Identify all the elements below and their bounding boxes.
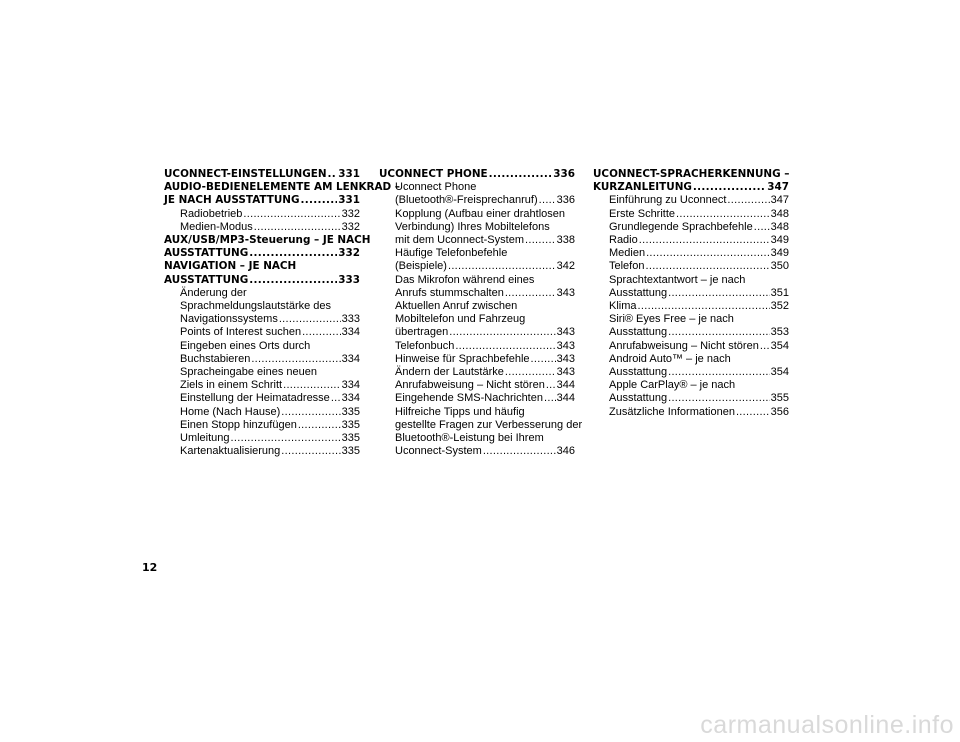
toc-entry-title: (Beispiele) bbox=[395, 260, 447, 273]
toc-entry-page: 350 bbox=[770, 260, 789, 273]
toc-entry[interactable] bbox=[593, 194, 789, 207]
toc-entry-title: Zusätzliche Informationen bbox=[609, 405, 735, 418]
toc-entry[interactable] bbox=[593, 392, 789, 405]
toc-entry-title: Anrufabweisung – Nicht stören bbox=[609, 339, 759, 352]
toc-entry-title: AUSSTATTUNG bbox=[164, 247, 249, 260]
toc-entry[interactable] bbox=[164, 379, 360, 392]
toc-entry-title: Telefon bbox=[609, 260, 645, 273]
toc-entry[interactable] bbox=[379, 340, 575, 353]
toc-entry-title[interactable]: Das Mikrofon während eines bbox=[395, 273, 535, 286]
toc-entry[interactable] bbox=[379, 287, 575, 300]
toc-entry-title: (Bluetooth®-Freisprechanruf) bbox=[395, 194, 538, 207]
toc-entry-title[interactable]: Sprachtextantwort – je nach bbox=[609, 273, 746, 286]
toc-entry[interactable] bbox=[593, 300, 789, 313]
toc-entry-page: 349 bbox=[770, 234, 789, 247]
toc-entry-page: 354 bbox=[770, 339, 789, 352]
toc-entry-title[interactable]: Siri® Eyes Free – je nach bbox=[609, 313, 734, 326]
toc-entry[interactable] bbox=[593, 247, 789, 260]
toc-entry-page: 351 bbox=[770, 286, 789, 299]
toc-entry-title[interactable]: Spracheingabe eines neuen bbox=[180, 366, 318, 379]
toc-entry-title[interactable]: Uconnect Phone bbox=[395, 181, 477, 194]
toc-entry[interactable] bbox=[379, 260, 575, 273]
toc-entry-title: AUSSTATTUNG bbox=[164, 273, 249, 286]
toc-entry[interactable] bbox=[593, 260, 789, 273]
toc-entry-title: Ausstattung bbox=[609, 286, 668, 299]
toc-entry[interactable] bbox=[593, 340, 789, 353]
toc-entry-title: Kartenaktualisierung bbox=[180, 445, 281, 458]
toc-entry[interactable] bbox=[164, 313, 360, 326]
toc-entry-title: übertragen bbox=[395, 326, 449, 339]
toc-entry-title: Uconnect-System bbox=[395, 445, 482, 458]
toc-entry-title: Klima bbox=[609, 300, 637, 313]
toc-entry-page: 338 bbox=[556, 234, 575, 247]
page-number: 12 bbox=[142, 561, 158, 574]
toc-entry-page: 333 bbox=[338, 273, 360, 286]
toc-entry-title: Umleitung bbox=[180, 432, 230, 445]
toc-column-1 bbox=[164, 168, 400, 458]
toc-entry-page: 344 bbox=[556, 379, 575, 392]
toc-entry-page: 335 bbox=[341, 418, 360, 431]
toc-entry-page: 356 bbox=[770, 405, 789, 418]
toc-entry[interactable] bbox=[164, 392, 360, 405]
toc-entry-title: Einstellung der Heimatadresse bbox=[180, 392, 330, 405]
toc-entry-title[interactable]: Apple CarPlay® – je nach bbox=[609, 379, 736, 392]
toc-entry-title: Home (Nach Hause) bbox=[180, 405, 281, 418]
toc-entry-page: 332 bbox=[341, 220, 360, 233]
toc-entry-page: 335 bbox=[341, 445, 360, 458]
toc-entry[interactable] bbox=[593, 221, 789, 234]
toc-entry-page: 333 bbox=[341, 313, 360, 326]
toc-entry[interactable] bbox=[164, 445, 360, 458]
toc-entry-page: 353 bbox=[770, 326, 789, 339]
toc-entry-page: 334 bbox=[341, 379, 360, 392]
toc-entry-title: Eingehende SMS-Nachrichten bbox=[395, 392, 543, 405]
toc-entry-page: 344 bbox=[556, 392, 575, 405]
toc-entry-page: 343 bbox=[556, 339, 575, 352]
toc-entry-title[interactable]: Häufige Telefonbefehle bbox=[395, 247, 508, 260]
toc-entry[interactable] bbox=[379, 326, 575, 339]
toc-entry-title: Points of Interest suchen bbox=[180, 326, 302, 339]
toc-entry-title[interactable]: NAVIGATION – JE NACH bbox=[164, 260, 297, 273]
toc-entry[interactable] bbox=[379, 234, 575, 247]
toc-entry[interactable] bbox=[593, 287, 789, 300]
toc-entry[interactable] bbox=[164, 406, 360, 419]
toc-entry-title: Buchstabieren bbox=[180, 352, 251, 365]
toc-entry-page: 334 bbox=[341, 326, 360, 339]
toc-entry-title[interactable]: UCONNECT-SPRACHERKENNUNG – bbox=[593, 168, 790, 180]
toc-entry-page: 331 bbox=[338, 168, 360, 180]
toc-entry-title: Ausstattung bbox=[609, 326, 668, 339]
toc-entry-page: 352 bbox=[770, 300, 789, 313]
toc-entry-title[interactable]: Eingeben eines Orts durch bbox=[180, 339, 311, 352]
toc-entry-page: 343 bbox=[556, 352, 575, 365]
toc-entry-page: 342 bbox=[556, 260, 575, 273]
toc-entry-page: 348 bbox=[770, 207, 789, 220]
toc-entry-title: UCONNECT PHONE bbox=[379, 168, 488, 180]
toc-entry-title: Radiobetrieb bbox=[180, 207, 243, 220]
toc-entry[interactable] bbox=[379, 379, 575, 392]
toc-entry-title: Ändern der Lautstärke bbox=[395, 366, 504, 379]
toc-entry-title[interactable]: Kopplung (Aufbau einer drahtlosen bbox=[395, 207, 566, 220]
toc-entry-page: 355 bbox=[770, 392, 789, 405]
toc-entry[interactable] bbox=[593, 326, 789, 339]
watermark: carmanualsonline.info bbox=[700, 711, 954, 739]
toc-entry[interactable] bbox=[379, 353, 575, 366]
toc-entry-title[interactable]: Aktuellen Anruf zwischen bbox=[395, 300, 518, 313]
toc-entry-page: 354 bbox=[770, 366, 789, 379]
toc-entry-page: 343 bbox=[556, 286, 575, 299]
toc-entry-page: 343 bbox=[556, 366, 575, 379]
toc-entry-page: 335 bbox=[341, 432, 360, 445]
toc-entry-title: Einen Stopp hinzufügen bbox=[180, 418, 297, 431]
toc-entry[interactable] bbox=[593, 366, 789, 379]
toc-entry-page: 332 bbox=[338, 247, 360, 260]
toc-entry-page: 331 bbox=[338, 194, 360, 207]
toc-entry[interactable] bbox=[164, 419, 360, 432]
toc-entry[interactable] bbox=[164, 247, 360, 260]
toc-entry-title: Navigationssystems bbox=[180, 313, 278, 326]
toc-entry-title: Medien bbox=[609, 247, 646, 260]
toc-entry[interactable] bbox=[164, 168, 360, 181]
toc-entry[interactable] bbox=[593, 181, 789, 194]
toc-entry[interactable] bbox=[164, 353, 360, 366]
toc-entry-title[interactable]: Android Auto™ – je nach bbox=[609, 352, 731, 365]
toc-entry[interactable] bbox=[164, 221, 360, 234]
toc-entry-page: 334 bbox=[341, 392, 360, 405]
toc-entry-title: mit dem Uconnect-System bbox=[395, 234, 524, 247]
toc-entry-page: 346 bbox=[556, 445, 575, 458]
toc-entry[interactable] bbox=[379, 445, 575, 458]
toc-entry-title: UCONNECT-EINSTELLUNGEN bbox=[164, 168, 327, 180]
toc-entry-title[interactable]: Verbindung) Ihres Mobiltelefons bbox=[395, 220, 550, 233]
toc-entry-title[interactable]: Mobiltelefon und Fahrzeug bbox=[395, 313, 526, 326]
toc-column-2 bbox=[379, 168, 583, 458]
toc-entry-page: 349 bbox=[770, 247, 789, 260]
toc-entry[interactable] bbox=[164, 208, 360, 221]
toc-entry[interactable] bbox=[164, 194, 360, 207]
toc-entry-page: 336 bbox=[553, 168, 575, 180]
toc-entry[interactable] bbox=[379, 366, 575, 379]
toc-entry-title: Ziels in einem Schritt bbox=[180, 379, 283, 392]
toc-entry-title: Einführung zu Uconnect bbox=[609, 194, 727, 207]
toc-entry-page: 334 bbox=[341, 352, 360, 365]
toc-entry-page: 336 bbox=[556, 194, 575, 207]
toc-entry-title: Anrufs stummschalten bbox=[395, 286, 504, 299]
toc-entry-title: Telefonbuch bbox=[395, 339, 455, 352]
toc-entry-title[interactable]: AUDIO-BEDIENELEMENTE AM LENKRAD – bbox=[164, 181, 400, 194]
toc-entry[interactable] bbox=[593, 406, 789, 419]
toc-entry-title[interactable]: Änderung der bbox=[180, 286, 247, 299]
toc-entry-page: 332 bbox=[341, 207, 360, 220]
toc-entry[interactable] bbox=[379, 392, 575, 405]
toc-entry-page: 347 bbox=[767, 181, 789, 194]
toc-entry[interactable] bbox=[164, 326, 360, 339]
toc-entry[interactable] bbox=[379, 194, 575, 207]
toc-entry-title[interactable]: Sprachmeldungslautstärke des bbox=[180, 300, 332, 313]
toc-entry[interactable] bbox=[379, 168, 575, 181]
toc-entry-title: Anrufabweisung – Nicht stören bbox=[395, 379, 545, 392]
toc-entry[interactable] bbox=[593, 208, 789, 221]
toc-entry-title[interactable]: AUX/USB/MP3-Steuerung – JE NACH bbox=[164, 234, 371, 247]
toc-entry-title: Grundlegende Sprachbefehle bbox=[609, 220, 753, 233]
toc-entry[interactable] bbox=[164, 432, 360, 445]
toc-entry-title: Medien-Modus bbox=[180, 220, 253, 233]
toc-entry-title: Radio bbox=[609, 234, 638, 247]
toc-entry-title[interactable]: Hilfreiche Tipps und häufig bbox=[395, 405, 525, 418]
toc-entry-title: Ausstattung bbox=[609, 392, 668, 405]
toc-entry-title[interactable]: gestellte Fragen zur Verbesserung der bbox=[395, 418, 583, 431]
toc-column-3 bbox=[593, 168, 789, 419]
toc-entry-page: 335 bbox=[341, 405, 360, 418]
toc-entry-title: Erste Schritte bbox=[609, 207, 676, 220]
toc-entry-page: 348 bbox=[770, 220, 789, 233]
toc-entry-title: Hinweise für Sprachbefehle bbox=[395, 352, 530, 365]
toc-entry-title[interactable]: Bluetooth®-Leistung bei Ihrem bbox=[395, 432, 544, 445]
toc-entry[interactable] bbox=[164, 274, 360, 287]
toc-entry[interactable] bbox=[593, 234, 789, 247]
toc-entry-page: 347 bbox=[770, 194, 789, 207]
toc-entry-title: JE NACH AUSSTATTUNG bbox=[164, 194, 300, 207]
toc-entry-title: KURZANLEITUNG bbox=[593, 181, 692, 194]
toc-entry-title: Ausstattung bbox=[609, 366, 668, 379]
toc-entry-page: 343 bbox=[556, 326, 575, 339]
